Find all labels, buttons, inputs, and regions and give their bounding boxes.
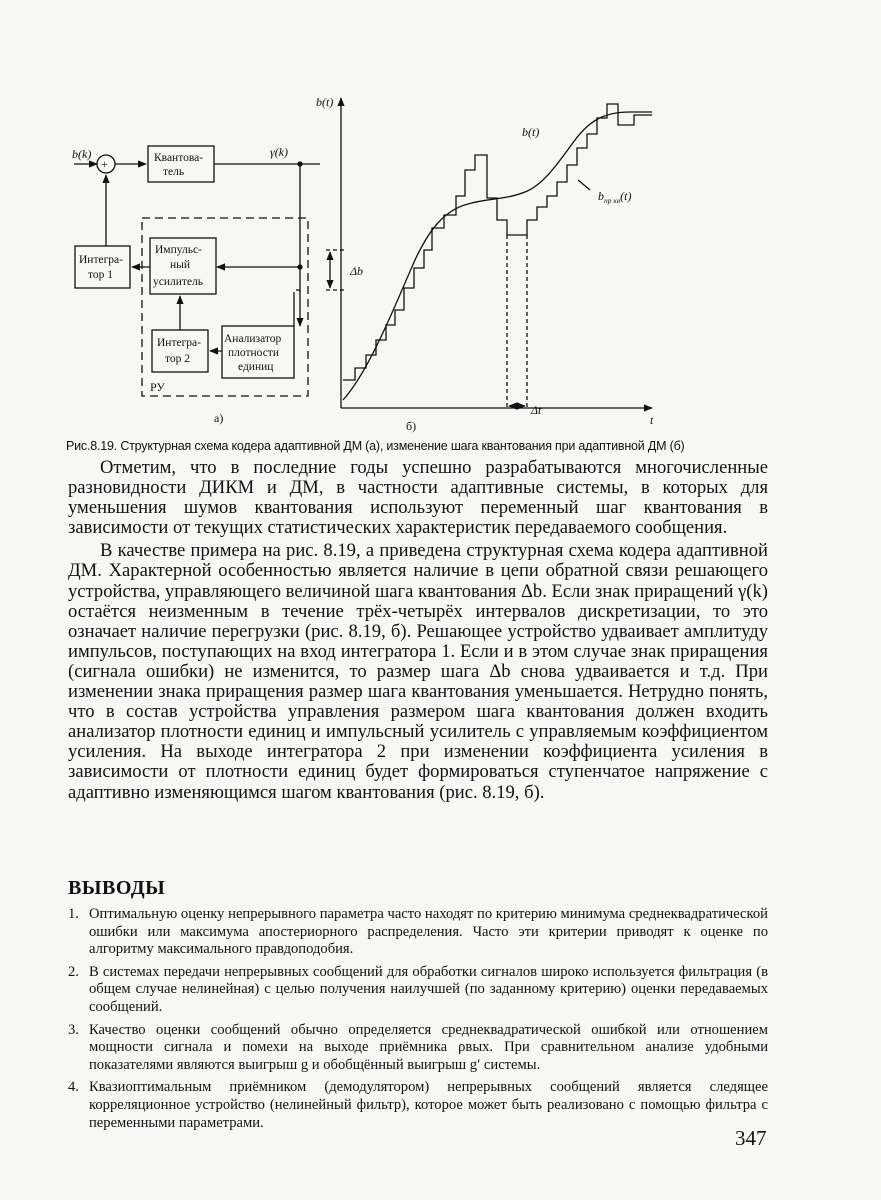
density-analyzer-label-3: единиц <box>238 361 274 373</box>
conclusion-number: 3. <box>68 1021 79 1038</box>
figure-8-19 <box>0 0 881 440</box>
conclusion-text: Квазиоптимальным приёмником (демодулятором) непрерывных сообщений является следящее корреляционное устройство (нелинейный фильтр), которое может быть реализовано с помощью фильтра с переменными параметрами. <box>89 1079 768 1131</box>
conclusions-list <box>68 906 768 1137</box>
control-unit-label: РУ <box>150 380 165 394</box>
input-signal-label: b(k) <box>72 147 92 161</box>
paragraph-2: В качестве примера на рис. 8.19, а приведена структурная схема кодера адаптивной ДМ. Характерной особенностью является наличие в цепи обратной связи решающего устройства, управляющего величиной шага квантования Δb. Если знак приращений γ(k) остаётся неизменным в течение трёх-четырёх интервалов дискретизации, то это означает наличие перегрузки (рис. 8.19, б). Решающее устройство удваивает амплитуду импульсов, поступающих на вход интегратора 1. Если и в этом случае знак приращения (сигнала ошибки) не изменится, то размер шага Δb снова удваивается и т.д. При изменении знака приращения размер шага квантования уменьшается. Нетрудно понять, что в состав устройства управления размером шага квантования должен входить анализатор плотности единиц и импульсный усилитель с управляемым коэффициентом усиления. На выходе интегратора 2 при изменении коэффициента усиления в зависимости от плотности единиц будет формироваться ступенчатое напряжение с адаптивно изменяющимся шагом квантования (рис. 8.19, б). <box>68 540 768 803</box>
summer-sign: + <box>101 157 108 171</box>
pulse-amplifier-label-1: Импульс- <box>155 244 202 256</box>
staircase-label-sub: пр кв <box>604 196 621 205</box>
conclusion-item <box>68 906 768 959</box>
staircase-label-main: b <box>598 189 604 203</box>
quantization-plot <box>316 95 654 433</box>
step-size-label: Δb <box>350 264 364 278</box>
integrator-2-label-2: тор 2 <box>165 353 190 365</box>
integrator-1-label-2: тор 1 <box>88 269 113 281</box>
signal-curve-label: b(t) <box>522 125 540 139</box>
part-a-label: а) <box>214 411 224 425</box>
conclusion-item <box>68 1022 768 1075</box>
staircase-label <box>598 189 631 205</box>
conclusion-item <box>68 1079 768 1132</box>
integrator-1-label-1: Интегра- <box>79 254 123 266</box>
conclusion-text: Качество оценки сообщений обычно определяется среднеквадратической ошибкой или отношением мощности сигнала и помехи на выходе приёмника ρвых. При сравнительном анализе удобными показателями являются выигрыш g и обобщённый выигрыш g′ системы. <box>89 1021 768 1073</box>
conclusion-text: Оптимальную оценку непрерывного параметра часто находят по критерию минимума среднеквадратической ошибки или максимума апостериорного распределения. Часто эти критерии приводят к оценке по алгоритму максимального правдоподобия. <box>89 906 768 958</box>
integrator-2-label-1: Интегра- <box>157 337 201 349</box>
x-axis-label: t <box>650 413 654 427</box>
staircase-label-suffix: (t) <box>620 189 632 203</box>
density-analyzer-label-1: Анализатор <box>224 333 282 345</box>
paragraph-1: Отметим, что в последние годы успешно разрабатываются многочисленные разновидности ДИКМ и ДМ, в частности адаптивные системы, в которых для уменьшения шумов квантования используют переменный шаг квантования в зависимости от текущих статистических характеристик передаваемого сообщения. <box>68 457 768 539</box>
conclusion-number: 1. <box>68 906 79 922</box>
conclusion-number: 2. <box>68 963 79 980</box>
output-signal-label: γ(k) <box>270 145 289 159</box>
quantizer-label-1: Квантова- <box>154 152 204 164</box>
conclusion-number: 4. <box>68 1079 79 1096</box>
interval-label: Δt <box>531 403 542 417</box>
y-axis-label: b(t) <box>316 95 334 109</box>
page-number: 347 <box>735 1126 767 1150</box>
figure-caption: Рис.8.19. Структурная схема кодера адаптивной ДМ (а), изменение шага квантования при адаптивной ДМ (б) <box>66 439 685 453</box>
signal-curve <box>343 112 652 400</box>
pulse-amplifier-label-3: усилитель <box>153 276 204 288</box>
staircase-approximation <box>343 104 652 380</box>
part-b-label: б) <box>406 419 417 433</box>
integrator-1-block <box>75 246 130 288</box>
density-analyzer-label-2: плотности <box>228 347 279 359</box>
conclusion-item <box>68 964 768 1017</box>
quantizer-label-2: тель <box>163 166 185 178</box>
conclusion-text: В системах передачи непрерывных сообщений для обработки сигналов широко используется фильтрация (в общем случае нелинейная) с целью получения наилучшей (по заданному критерию) оценки передаваемых сообщений. <box>89 963 768 1015</box>
block-diagram <box>72 145 320 425</box>
body-text <box>68 458 768 806</box>
pulse-amplifier-label-2: ный <box>170 259 191 271</box>
section-heading: ВЫВОДЫ <box>68 877 166 899</box>
